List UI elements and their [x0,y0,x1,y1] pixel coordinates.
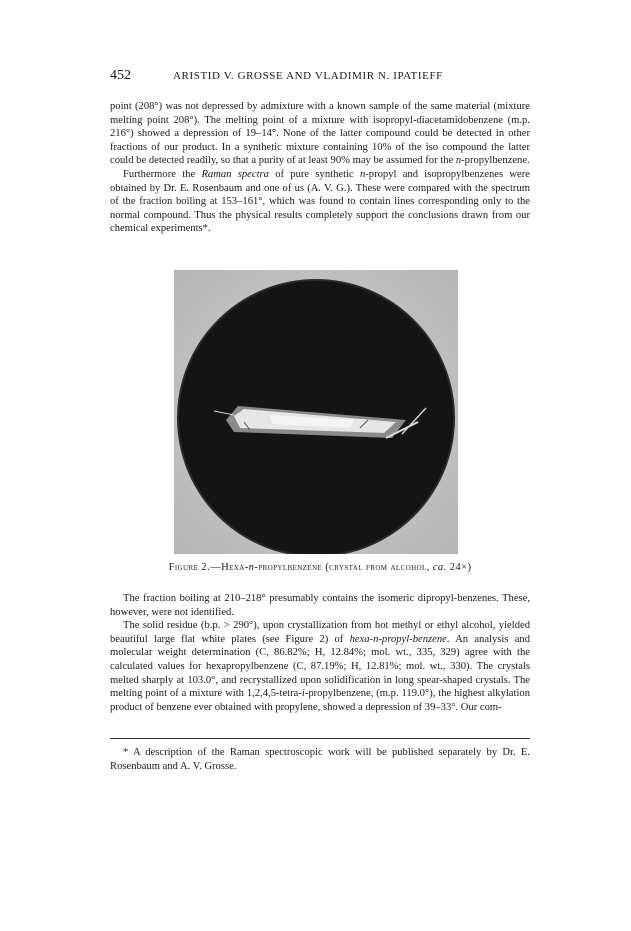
italic-run: n [455,155,462,167]
footnote-rule [110,738,530,739]
running-head: ARISTID V. GROSSE AND VLADIMIR N. IPATIEFF [173,70,443,82]
body-text-bottom [110,592,530,714]
paragraph [110,168,530,236]
caption-title-a: Hexa- [221,562,249,573]
body-text-top [110,100,530,236]
caption-title-b: -propylbenzene (crystal from alcohol, [254,562,433,573]
paragraph [110,592,530,619]
paragraph [110,100,530,168]
text-run: The solid residue (b.p. > 290°), upon crystallization from hot methyl or ethyl alcohol, yielded beautiful large flat white plates (see Figure 2) of [110,620,530,645]
figure-photograph [174,270,458,554]
text-run: . An analysis and molecular weight determination (C, 86.82%; H, 12.84%; mol. wt., 335, 329) agree with the calculated values for hexapropylbenzene (C, 87.19%; H, 12.81%; mol. wt., 330). The crystals melted sharply at 103.0°, and recrystallized upon solidification in long spear-shaped crystals. The melting point of a mixture with 1,2,4,5-tetra- [110,633,530,700]
paragraph [110,619,530,714]
caption-title-n: n [248,562,255,573]
italic-run: n [359,168,366,180]
footnote: * A description of the Raman spectroscopic work will be published separately by Dr. E. Rosenbaum and A. V. Grosse. [110,747,530,772]
italic-run: i [301,688,305,700]
text-run: The fraction boiling at 210–218° presumably contains the isomeric dipropyl-benzenes. These, however, were not identified. [110,593,530,618]
text-run: of pure synthetic [268,168,360,180]
caption-prefix: Figure 2. [168,562,211,573]
crystal-micrograph [174,270,458,554]
italic-run: hexa-n-propyl-benzene [349,633,447,645]
figure-caption: Figure 2.—Hexa-n-propylbenzene (crystal from alcohol, ca. 24×) [168,562,472,573]
text-run: point (208°) was not depressed by admixture with a known sample of the same material (mixture melting point 208°). The melting point of a mixture with isopropyl-diacetamidobenzene (m.p. 216°) showed a depression of 19–14°. None of the latter compound could be detected in other fractions of our product. In a synthetic mixture containing 10% of the iso compound the latter could be detected readily, so that a purity of at least 90% may be assumed for the [110,101,530,167]
caption-end: 24×) [446,562,472,573]
text-run: -propylbenzene, (m.p. 119.0°), the highest alkylation product of benzene ever obtained with propylene, showed a depression of 39–33°. Our com- [110,688,530,713]
caption-ca: ca. [432,562,447,573]
italic-run: Raman spectra [201,168,269,180]
text-run: -propyl and isopropylbenzenes were obtained by Dr. E. Rosenbaum and one of us (A. V. G.). These were compared with the spectrum of the fraction boiling at 153–161°, which was found to contain lines corresponding only to the normal compound. Thus the physical results completely support the conclusions drawn from our chemical experiments*. [110,168,530,235]
text-run: Furthermore the [123,168,202,180]
page-header [110,68,530,88]
page-number: 452 [110,68,131,83]
text-run: -propylbenzene. [461,155,530,167]
